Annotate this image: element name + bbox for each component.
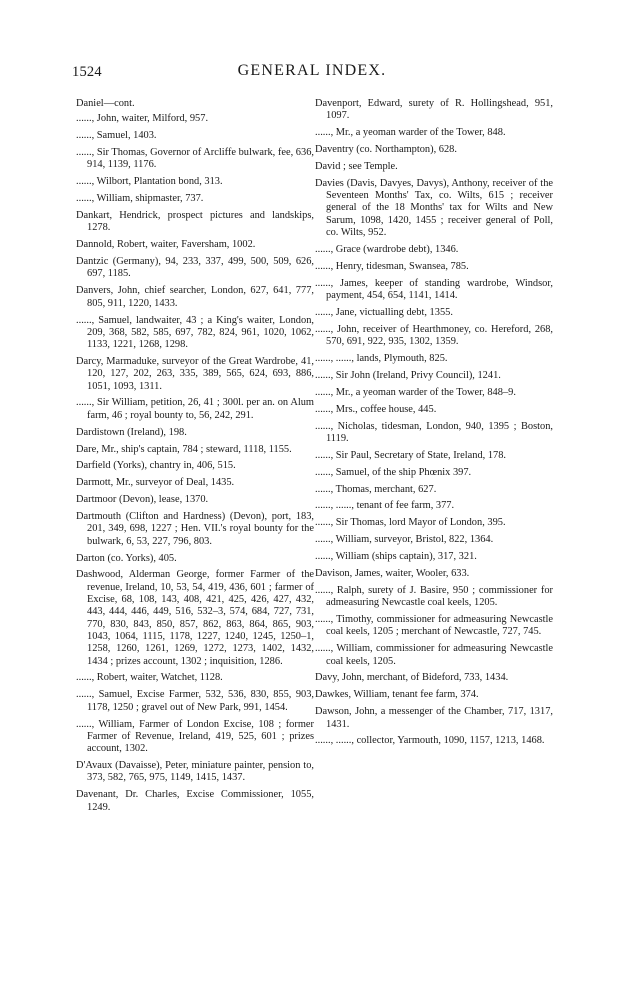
index-entry: ......, Sir Thomas, lord Mayor of London, 395. bbox=[315, 517, 506, 529]
index-entry: ......, Sir Thomas, Governor of Arcliffe bulwark, fee, 636, 914, 1139, 1176. bbox=[76, 147, 314, 171]
index-entry: Dawkes, William, tenant fee farm, 374. bbox=[315, 689, 479, 701]
index-entry: Dannold, Robert, waiter, Faversham, 1002. bbox=[76, 239, 256, 251]
index-entry: ......, Samuel, landwaiter, 43 ; a King's waiter, London, 209, 368, 582, 585, 697, 782, 824, 961, 1020, 1062, 1133, 1221, 1268, 1298. bbox=[76, 314, 314, 351]
index-entry: Darton (co. Yorks), 405. bbox=[76, 552, 177, 564]
index-entry: ......, Mr., a yeoman warder of the Tower, 848–9. bbox=[315, 386, 516, 398]
index-entry: Dare, Mr., ship's captain, 784 ; steward, 1118, 1155. bbox=[76, 443, 292, 455]
index-entry: ......, Mrs., coffee house, 445. bbox=[315, 403, 437, 415]
index-entry: Davy, John, merchant, of Bideford, 733, 1434. bbox=[315, 672, 509, 684]
index-entry: ......, Mr., a yeoman warder of the Tower, 848. bbox=[315, 127, 506, 139]
index-entry: ......, William (ships captain), 317, 321. bbox=[315, 551, 477, 563]
index-entry: Davenport, Edward, surety of R. Hollingshead, 951, 1097. bbox=[315, 98, 553, 122]
index-entry: ......, Thomas, merchant, 627. bbox=[315, 483, 437, 495]
index-entry: ......, Henry, tidesman, Swansea, 785. bbox=[315, 260, 469, 272]
index-entry: Dartmoor (Devon), lease, 1370. bbox=[76, 494, 209, 506]
index-entry: ......, Samuel, 1403. bbox=[76, 130, 157, 142]
index-entry: Daniel—cont. bbox=[76, 98, 135, 109]
index-entry: ......, William, commissioner for admeasuring Newcastle coal keels, 1205. bbox=[315, 643, 553, 667]
index-entry: Dartmouth (Clifton and Hardness) (Devon), port, 183, 201, 349, 698, 1227 ; Hen. VII.'s royal bounty for the bulwark, 6, 53, 227, 796, 803. bbox=[76, 511, 314, 547]
index-entry: ......, Jane, victualling debt, 1355. bbox=[315, 306, 453, 318]
index-entry: ......, Sir Paul, Secretary of State, Ireland, 178. bbox=[315, 449, 507, 461]
index-entry: Davies (Davis, Davyes, Davys), Anthony, receiver of the Seventeen Months' Tax, co. Wilts, 615 ; receiver general of the 18 Months' tax for Wilts and New Sarum, 1098, 1420, 1455 ; receiver general of Poll, co. Wilts, 952. bbox=[315, 177, 553, 239]
index-entry: ......, Sir William, petition, 26, 41 ; 300l. per an. on Alum farm, 46 ; royal bounty to, 56, 242, 291. bbox=[76, 397, 314, 421]
index-entry: ......, Nicholas, tidesman, London, 940, 1395 ; Boston, 1119. bbox=[315, 420, 553, 444]
index-entry: ......, William, shipmaster, 737. bbox=[76, 193, 204, 205]
index-entry: David ; see Temple. bbox=[315, 160, 398, 172]
index-entry: ......, ......, tenant of fee farm, 377. bbox=[315, 500, 455, 512]
index-entry: ......, Sir John (Ireland, Privy Council), 1241. bbox=[315, 369, 501, 381]
index-entry: ......, Robert, waiter, Watchet, 1128. bbox=[76, 672, 223, 684]
index-entry: Davenant, Dr. Charles, Excise Commissioner, 1055, 1249. bbox=[76, 789, 314, 813]
running-title: GENERAL INDEX. bbox=[237, 62, 387, 79]
index-entry: ......, Samuel, of the ship Phœnix 397. bbox=[315, 466, 472, 478]
index-entry: Darfield (Yorks), chantry in, 406, 515. bbox=[76, 460, 236, 472]
index-entry: ......, Samuel, Excise Farmer, 532, 536, 830, 855, 903, 1178, 1250 ; gravel out of New Park, 991, 1454. bbox=[76, 689, 314, 713]
index-entry: ......, William, surveyor, Bristol, 822, 1364. bbox=[315, 534, 494, 546]
index-entry: ......, Timothy, commissioner for admeasuring Newcastle coal keels, 1205 ; merchant of Newcastle, 727, 745. bbox=[315, 614, 553, 638]
index-entry: Davison, James, waiter, Wooler, 633. bbox=[315, 567, 470, 579]
index-entry: ......, ......, collector, Yarmouth, 1090, 1157, 1213, 1468. bbox=[315, 735, 545, 747]
index-entry: Dardistown (Ireland), 198. bbox=[76, 426, 187, 438]
index-entry: ......, John, waiter, Milford, 957. bbox=[76, 113, 209, 125]
index-entry: Danvers, John, chief searcher, London, 627, 641, 777, 805, 911, 1220, 1433. bbox=[76, 285, 314, 309]
index-entry: Dankart, Hendrick, prospect pictures and landskips, 1278. bbox=[76, 210, 314, 234]
index-entry: ......, John, receiver of Hearthmoney, co. Hereford, 268, 570, 691, 922, 935, 1302, 1359. bbox=[315, 323, 553, 348]
index-entry: ......, William, Farmer of London Excise, 108 ; former Farmer of Revenue, Ireland, 419, 525, 601 ; prizes account, 1302. bbox=[76, 718, 314, 755]
page-number: 1524 bbox=[72, 64, 102, 80]
index-entry: ......, Ralph, surety of J. Basire, 950 ; commissioner for admeasuring Newcastle coal keels, 1205. bbox=[315, 584, 553, 609]
index-entry: ......, ......, lands, Plymouth, 825. bbox=[315, 352, 448, 364]
index-entry: ......, James, keeper of standing wardrobe, Windsor, payment, 454, 654, 1141, 1414. bbox=[315, 277, 553, 302]
index-entry: Darcy, Marmaduke, surveyor of the Great Wardrobe, 41, 120, 127, 202, 263, 335, 389, 565, 624, 693, 886, 1051, 1093, 1311. bbox=[76, 355, 314, 392]
index-entry: Dashwood, Alderman George, former Farmer of the revenue, Ireland, 10, 53, 54, 419, 436, 601 ; farmer of Excise, 68, 108, 143, 408, 421, 425, 426, 427, 432, 443, 444, 446, 449, 516, 532–3, 574, 684, 727, 731, 770, 830, 843, 850, 857, 862, 863, 864, 865, 903, 1043, 1064, 1115, 1178, 1227, 1240, 1245, 1250–1, 1258, 1260, 1261, 1269, 1272, 1273, 1402, 1432, 1434 ; prizes account, 1302 ; inquisition, 1286. bbox=[76, 569, 314, 667]
index-entry: Dawson, John, a messenger of the Chamber, 717, 1317, 1431. bbox=[315, 706, 553, 730]
index-entry: Darmott, Mr., surveyor of Deal, 1435. bbox=[76, 477, 235, 489]
left-index-column bbox=[76, 98, 314, 818]
index-entry: Dantzic (Germany), 94, 233, 337, 499, 500, 509, 626, 697, 1185. bbox=[76, 256, 314, 280]
index-entry: Daventry (co. Northampton), 628. bbox=[315, 144, 457, 156]
index-entry: D'Avaux (Davaisse), Peter, miniature painter, pension to, 373, 582, 765, 975, 1149, 1415, 1437. bbox=[76, 760, 314, 784]
index-entry: ......, Wilbort, Plantation bond, 313. bbox=[76, 176, 223, 188]
right-index-column bbox=[315, 98, 553, 752]
index-entry: ......, Grace (wardrobe debt), 1346. bbox=[315, 243, 459, 255]
